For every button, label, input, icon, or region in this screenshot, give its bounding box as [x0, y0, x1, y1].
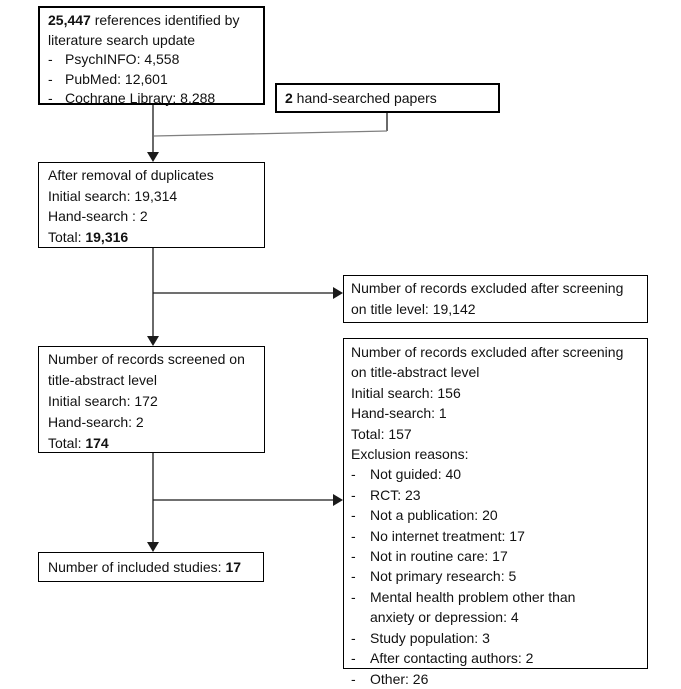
list-item	[351, 526, 641, 546]
line-hand-search-elbow	[154, 131, 387, 136]
hand-searched-rest: hand-searched papers	[292, 90, 437, 106]
list-dash: -	[48, 70, 53, 87]
reason-not-primary-research	[370, 566, 516, 586]
list-item	[351, 464, 641, 484]
list-dash: -	[351, 568, 356, 585]
duplicates-total	[48, 227, 258, 248]
list-item	[351, 546, 641, 566]
list-item	[351, 628, 641, 648]
box-after-duplicates	[38, 162, 265, 248]
arrow-right-excluded-abstract-icon	[333, 494, 343, 506]
arrow-down-duplicates-icon	[147, 152, 159, 162]
list-dash: -	[351, 629, 356, 646]
list-item	[351, 566, 641, 586]
reason-text: Not a publication: 20	[370, 507, 498, 524]
total-label: Total:	[48, 228, 86, 245]
list-item	[351, 587, 641, 628]
reason-text: Study population: 3	[370, 629, 490, 646]
reason-text: Other: 26	[370, 670, 429, 687]
excluded-title-line1: Number of records excluded after screening	[351, 280, 624, 296]
list-item	[351, 505, 641, 525]
references-heading-rest: references identified by	[90, 12, 240, 28]
reason-no-internet-treatment	[370, 526, 525, 546]
reason-text: Not guided: 40	[370, 466, 462, 483]
list-dash: -	[351, 486, 356, 503]
list-dash: -	[48, 51, 53, 67]
reason-text-line2: anxiety or depression: 4	[370, 609, 519, 626]
arrow-right-excluded-title-icon	[333, 287, 343, 299]
total-value: 174	[85, 435, 109, 451]
reason-text: Not primary research: 5	[370, 568, 517, 585]
included-studies-text	[48, 559, 241, 575]
reason-not-routine-care	[370, 546, 508, 566]
source-pubmed: PubMed: 12,601	[65, 70, 168, 87]
reason-text: Not in routine care: 17	[370, 548, 508, 565]
list-item	[48, 70, 260, 90]
reason-text: No internet treatment: 17	[370, 527, 525, 544]
reason-mental-health-other	[370, 587, 575, 628]
reason-not-publication	[370, 505, 498, 525]
screened-hand-search: Hand-search: 2	[48, 414, 144, 430]
reason-after-contacting-authors	[370, 648, 533, 668]
screened-heading-line2: title-abstract level	[48, 372, 157, 388]
box-excluded-title-abstract	[343, 338, 648, 687]
duplicates-heading: After removal of duplicates	[48, 167, 214, 183]
list-dash: -	[351, 548, 356, 565]
list-dash: -	[351, 588, 356, 605]
hand-searched-count: 2	[285, 90, 293, 106]
screened-initial-search: Initial search: 172	[48, 393, 158, 409]
arrow-down-included-icon	[147, 542, 159, 552]
included-label: Number of included studies:	[48, 559, 226, 575]
reason-rct	[370, 485, 421, 505]
screened-total	[48, 433, 258, 454]
references-identified-heading-line1	[48, 11, 260, 31]
reason-text: Mental health problem other than	[370, 588, 576, 605]
references-identified-heading-line2: literature search update	[48, 31, 196, 48]
exclusion-reasons-heading: Exclusion reasons:	[351, 446, 469, 463]
box-references-identified	[38, 6, 265, 105]
list-item	[351, 648, 641, 668]
list-dash: -	[351, 527, 356, 544]
excluded-abstract-line1: Number of records excluded after screening	[351, 344, 624, 360]
reason-other	[370, 669, 428, 689]
list-dash: -	[48, 90, 53, 106]
duplicates-initial-search: Initial search: 19,314	[48, 187, 178, 204]
box-included-studies	[38, 552, 264, 582]
box-screened-title-abstract	[38, 346, 265, 453]
source-psychinfo: PsychINFO: 4,558	[65, 51, 180, 67]
list-dash: -	[351, 670, 356, 687]
arrow-down-screened-icon	[147, 336, 159, 346]
list-dash: -	[351, 466, 356, 483]
excluded-abstract-hand-search: Hand-search: 1	[351, 405, 447, 422]
list-dash: -	[351, 507, 356, 524]
excluded-abstract-initial-search: Initial search: 156	[351, 384, 461, 401]
list-item	[351, 485, 641, 505]
hand-searched-text	[285, 90, 437, 106]
excluded-title-line2: on title level: 19,142	[351, 301, 476, 317]
list-item	[351, 669, 641, 689]
reason-text: RCT: 23	[370, 486, 421, 503]
list-item	[48, 89, 260, 109]
source-cochrane: Cochrane Library: 8,288	[65, 90, 216, 106]
screened-heading-line1: Number of records screened on	[48, 351, 245, 367]
total-value: 19,316	[85, 228, 129, 245]
excluded-abstract-line2: on title-abstract level	[351, 364, 480, 381]
list-item	[48, 50, 260, 70]
reason-text: After contacting authors: 2	[370, 650, 534, 667]
total-label: Total:	[48, 435, 86, 451]
excluded-abstract-total: Total: 157	[351, 425, 412, 442]
list-dash: -	[351, 650, 356, 667]
duplicates-hand-search: Hand-search : 2	[48, 208, 148, 224]
reason-study-population	[370, 628, 490, 648]
included-count: 17	[225, 559, 242, 575]
references-count: 25,447	[48, 12, 91, 28]
reason-not-guided	[370, 464, 461, 484]
box-excluded-title-level	[343, 275, 648, 323]
box-hand-searched	[275, 83, 500, 113]
